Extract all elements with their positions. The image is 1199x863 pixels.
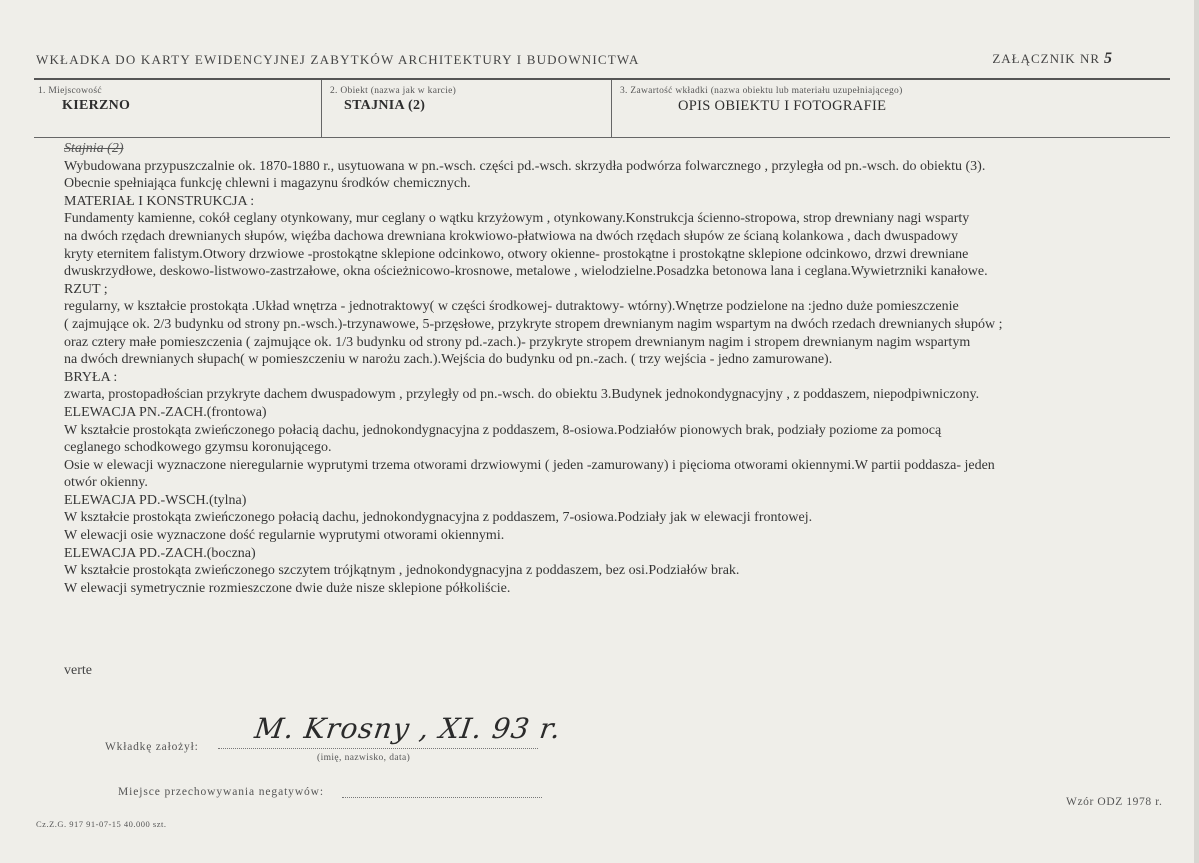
paper-edge xyxy=(1194,0,1199,863)
content-label: 3. Zawartość wkładki (nazwa obiektu lub materiału uzupełniającego) xyxy=(620,86,903,96)
body-line: oraz cztery małe pomieszczenia ( zajmujące ok. 1/3 budynku od strony pd.-zach.)- przykryte stropem drewnianym nagim i stropem drewnianym nagim wspartym xyxy=(64,334,971,350)
attachment-label: ZAŁĄCZNIK NR xyxy=(992,51,1100,66)
description-body xyxy=(64,140,1174,597)
field-divider xyxy=(611,80,612,137)
attachment-number xyxy=(992,50,1113,68)
body-line: kryty eternitem falistym.Otwory drzwiowe -prostokątne sklepione odcinkowo, otwory okienne- prostokątne i prostokątne sklepione odcinkowo, drzwi drewniane xyxy=(64,246,969,262)
body-line: Fundamenty kamienne, cokół ceglany otynkowany, mur ceglany o wątku krzyżowym , otynkowany.Konstrukcja ścienno-stropowa, strop drewniany nagi wsparty xyxy=(64,211,970,227)
body-line: ELEWACJA PN.-ZACH.(frontowa) xyxy=(64,404,267,420)
body-line: zwarta, prostopadłościan przykryte dachem dwuspadowym , przyległy od pn.-wsch. do obiektu 3.Budynek jednokondygnacyjny , z poddaszem, niepodpiwniczony. xyxy=(64,387,980,403)
body-line: ceglanego schodkowego gzymsu koronującego. xyxy=(64,440,332,456)
body-line: W elewacji osie wyznaczone dość regularnie wyprutymi otworami okiennymi. xyxy=(64,528,505,544)
signature-line xyxy=(218,748,538,749)
signature-caption: (imię, nazwisko, data) xyxy=(317,753,411,763)
body-line: RZUT ; xyxy=(64,281,108,297)
field-divider xyxy=(321,80,322,137)
object-label: 2. Obiekt (nazwa jak w karcie) xyxy=(330,86,457,96)
fields-rule xyxy=(34,137,1170,138)
body-line: ( zajmujące ok. 2/3 budynku od strony pn.-wsch.)-trzynawowe, 5-przęsłowe, przykryte stropem drewnianym nagim wspartym na dwóch rzedach drewnianych słupów ; xyxy=(64,316,1003,332)
form-model: Wzór ODZ 1978 r. xyxy=(1066,796,1163,808)
body-line: regularny, w kształcie prostokąta .Układ wnętrza - jednotraktowy( w części środkowej- dutraktowy- wtórny).Wnętrze podzielone na :jedno duże pomieszczenie xyxy=(64,299,959,315)
body-line: W kształcie prostokąta zwieńczonego połacią dachu, jednokondygnacyjna z poddaszem, 8-osiowa.Podziałów pionowych brak, podziały poziome za pomocą xyxy=(64,422,942,438)
form-title: WKŁADKA DO KARTY EWIDENCYJNEJ ZABYTKÓW ARCHITEKTURY I BUDOWNICTWA xyxy=(36,52,640,67)
body-line: ELEWACJA PD.-ZACH.(boczna) xyxy=(64,545,256,561)
body-line: otwór okienny. xyxy=(64,475,148,491)
body-line: W kształcie prostokąta zwieńczonego szczytem trójkątnym , jednokondygnacyjna z poddaszem, bez osi.Podziałów brak. xyxy=(64,563,740,579)
content-value: OPIS OBIEKTU I FOTOGRAFIE xyxy=(678,98,887,114)
negatives-label: Miejsce przechowywania negatywów: xyxy=(118,786,324,798)
object-value: STAJNIA (2) xyxy=(344,98,426,113)
body-line: Wybudowana przypuszczalnie ok. 1870-1880 r., usytuowana w pn.-wsch. części pd.-wsch. skrzydła podwórza folwarcznego , przyległa od pn.-wsch. do obiektu (3). xyxy=(64,158,986,174)
print-footer: Cz.Z.G. 917 91-07-15 40.000 szt. xyxy=(36,819,167,829)
body-line: dwuskrzydłowe, deskowo-listwowo-zastrzałowe, okna ościeżnicowo-krosnowe, metalowe , wielodzielne.Posadzka betonowa lana i ceglana.Wywietrzniki kanałowe. xyxy=(64,264,988,280)
header-rule xyxy=(34,78,1170,80)
body-line: MATERIAŁ I KONSTRUKCJA : xyxy=(64,193,255,209)
body-line: na dwóch rzędach drewnianych słupów, więźba dachowa drewniana krokwiowo-płatwiowa na dwóch rzędach słupów ze ścianą kolankowa , dach dwuspadowy xyxy=(64,228,958,244)
body-line: Stajnia (2) xyxy=(64,141,124,156)
body-line: BRYŁA : xyxy=(64,369,118,385)
body-line: W elewacji symetrycznie rozmieszczone dwie duże nisze sklepione półkoliście. xyxy=(64,580,511,596)
locality-label: 1. Miejscowość xyxy=(38,86,102,96)
negatives-line xyxy=(342,797,542,798)
body-line: Obecnie spełniająca funkcję chlewni i magazynu środków chemicznych. xyxy=(64,176,471,192)
locality-value: KIERZNO xyxy=(62,98,131,113)
attachment-number-value: 5 xyxy=(1104,50,1113,67)
body-line: na dwóch drewnianych słupach( w pomieszczeniu w narożu zach.).Wejścia do budynku od pn.-zach. ( trzy wejścia - jedno zamurowane). xyxy=(64,352,833,368)
signature-label: Wkładkę założył: xyxy=(105,741,199,753)
body-line: W kształcie prostokąta zwieńczonego połacią dachu, jednokondygnacyjna z poddaszem, 7-osiowa.Podziały jak w elewacji frontowej. xyxy=(64,510,813,526)
verte-note: verte xyxy=(64,663,92,678)
body-line: Osie w elewacji wyznaczone nieregularnie wyprutymi trzema otworami drzwiowymi ( jeden -zamurowany) i pięcioma otworami okiennymi.W partii poddasza- jeden xyxy=(64,457,995,473)
body-line: ELEWACJA PD.-WSCH.(tylna) xyxy=(64,492,247,508)
handwritten-signature: M. Krosny , XI. 93 r. xyxy=(252,712,564,745)
